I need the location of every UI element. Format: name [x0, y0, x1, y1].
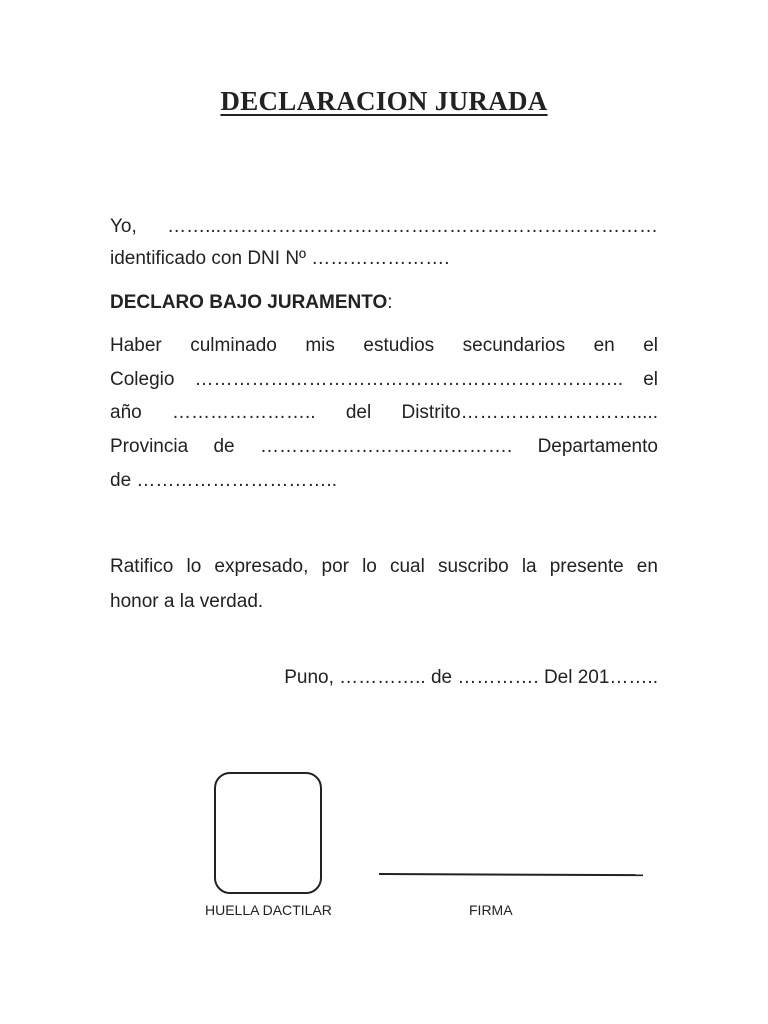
- provincia-blank: ………………………………….: [259, 436, 513, 457]
- declaro-heading: [110, 291, 658, 315]
- word: lo: [186, 556, 202, 577]
- word: presente: [549, 556, 624, 577]
- paragraph-line-5: [110, 469, 658, 493]
- declaro-colon: :: [387, 292, 393, 313]
- name-blank: ……...……………………………………………………………: [167, 216, 658, 237]
- ratifico-line-1: [110, 555, 658, 579]
- word: Ratifico: [110, 556, 174, 577]
- word: Provincia: [110, 436, 189, 457]
- ratifico-line-2: [110, 590, 658, 614]
- dni-text: identificado con DNI Nº ………………….: [110, 248, 450, 269]
- ratifico-end: honor a la verdad.: [110, 591, 264, 612]
- word: en: [593, 335, 615, 356]
- departamento-blank: de …………………………..: [110, 470, 337, 491]
- paragraph-line-4: [110, 435, 658, 459]
- word: expresado,: [214, 556, 309, 577]
- word: por: [321, 556, 349, 577]
- word: en: [636, 556, 658, 577]
- word: secundarios: [462, 335, 566, 356]
- year-blank: …………………..: [171, 402, 316, 423]
- date-text: Puno, ………….. de …………. Del 201……..: [284, 667, 658, 688]
- word: culminado: [190, 335, 277, 356]
- word: de: [213, 436, 235, 457]
- colegio-blank: …………………………………………………………..: [194, 369, 624, 390]
- signature-line: [379, 873, 643, 876]
- word: del: [345, 402, 372, 423]
- word: año: [110, 402, 142, 423]
- word: Colegio: [110, 369, 175, 390]
- word: mis: [305, 335, 335, 356]
- dni-line: [110, 247, 658, 271]
- fingerprint-caption: HUELLA DACTILAR: [205, 902, 332, 918]
- yo-label: Yo,: [110, 216, 137, 237]
- word: Haber: [110, 335, 162, 356]
- document-title: DECLARACION JURADA: [220, 86, 548, 116]
- word: cual: [389, 556, 425, 577]
- yo-line: [110, 215, 658, 239]
- declaro-bold: DECLARO BAJO JURAMENTO: [110, 292, 388, 313]
- signature-caption: FIRMA: [469, 902, 513, 918]
- paragraph-line-1: [110, 334, 658, 358]
- distrito-blank: Distrito……………………….....: [401, 402, 658, 423]
- word: Departamento: [537, 436, 658, 457]
- paragraph-line-2: [110, 368, 658, 392]
- word: lo: [362, 556, 377, 577]
- word: el: [643, 335, 658, 356]
- date-line: [110, 666, 658, 690]
- paragraph-line-3: [110, 401, 658, 425]
- fingerprint-box: [214, 772, 322, 894]
- word: la: [521, 556, 537, 577]
- word: el: [643, 369, 658, 390]
- word: estudios: [363, 335, 435, 356]
- word: suscribo: [437, 556, 509, 577]
